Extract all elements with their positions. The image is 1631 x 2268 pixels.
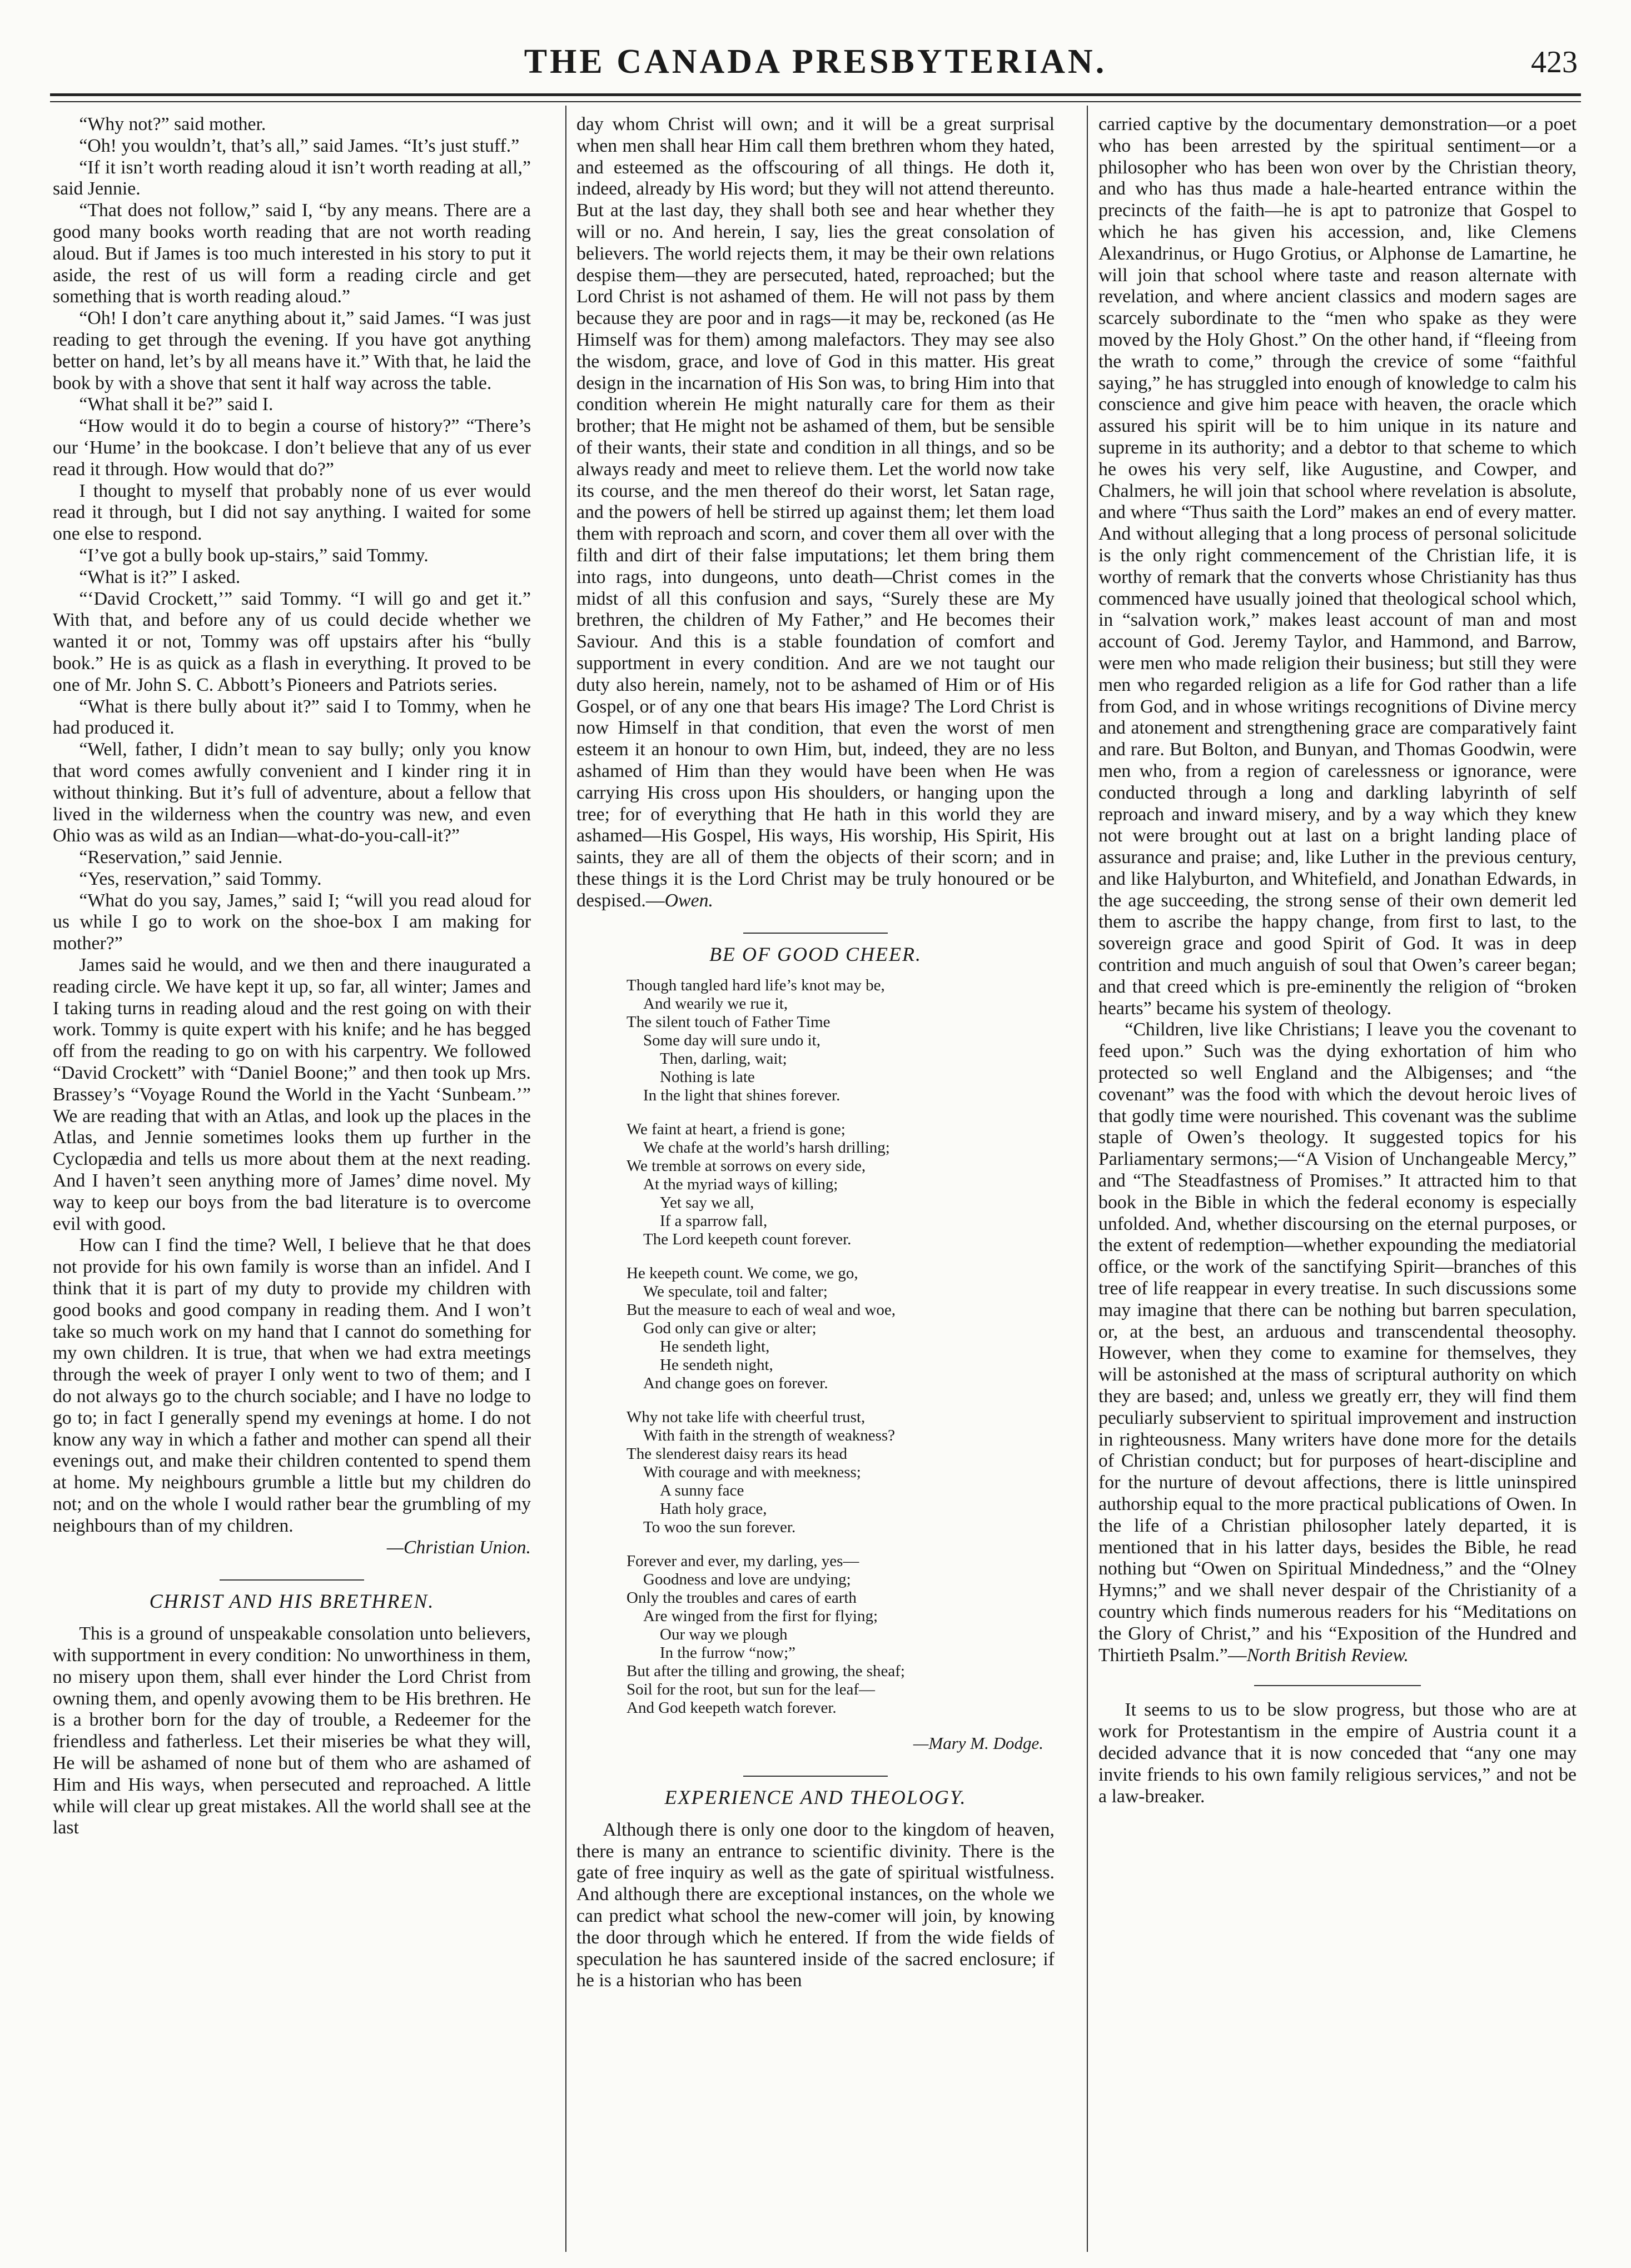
poem-line: Why not take life with cheerful trust, (626, 1408, 866, 1427)
article-paragraph-continued: day whom Christ will own; and it will be a great surprisal when men shall hear Him call them brethren whom they hated, and esteemed as the offscouring of all things. He doth it, indeed, already by His word; but they will not attend thereunto. But at the last day, they shall both see and hear whether they will or no. And herein, I say, lies the great consolation of believers. The world rejects them, it may be their own relations despise them—they are persecuted, hated, reproached; but the Lord Christ is not ashamed of them. He will not pass by them because they are poor and in rags—it may be, reckoned (as He Himself was for them) among malefactors. They may see also the wisdom, grace, and love of God in this matter. His great design in the incarnation of His Son was, to bring Him into that condition wherein He might naturally care for them as their brother; that He might not be ashamed of them, but be sensible of their wants, their state and condition in all things, and so be always ready and meet to relieve them. Let the world now take its course, and the men thereof do their worst, let Satan rage, and the powers of hell be stirred up against them; let them load them with reproach and scorn, and cover them all over with the filth and dirt of their false imputations; let them bring them into rags, into dungeons, unto death—Christ comes in the midst of all this confusion and says, “Surely these are My brethren, the children of My Father,” and He becomes their Saviour. And this is a stable foundation of comfort and supportment in every condition. And are we not taught our duty also herein, namely, not to be ashamed of Him or of His Gospel, or of any one that bears His image? The Lord Christ is now Himself in that condition, that even the worst of men esteem it an honour to own Him, but, indeed, they are no less ashamed of Him than they would have been when He was carrying His cross upon His shoulders, or hanging upon the tree; for of everything that He hath in this world they are ashamed—His Gospel, His ways, His worship, His Spirit, His saints, they are all of them the objects of their scorn; and in these things it is the Lord Christ may be truly honoured or be despised.—Owen. (576, 114, 1055, 911)
poem-line: Nothing is late (660, 1068, 755, 1086)
section-heading: EXPERIENCE AND THEOLOGY. (576, 1776, 1055, 1808)
story-paragraph: “I’ve got a bully book up-stairs,” said Tommy. (79, 545, 429, 566)
story-paragraph: “What is it?” I asked. (79, 566, 241, 587)
poem-line: And God keepeth watch forever. (626, 1699, 837, 1717)
poem-line: The slenderest daisy rears its head (626, 1445, 847, 1463)
story-paragraph: “Oh! you wouldn’t, that’s all,” said James. “It’s just stuff.” (79, 135, 520, 156)
poem-line: And wearily we rue it, (643, 995, 788, 1013)
poem-line: Are winged from the first for flying; (643, 1607, 878, 1626)
poem-title: BE OF GOOD CHEER. (576, 933, 1055, 965)
poem-line: We chafe at the world’s harsh drilling; (643, 1139, 890, 1157)
article-paragraph: Although there is only one door to the kingdom of heaven, there is many an entrance to scientific divinity. There is the gate of free inquiry as well as the gate of spiritual wistfulness. And although there are exceptional instances, on the whole we can predict what school the new-comer will join, by knowing the door through which he entered. If from the wide fields of speculation he has sauntered inside of the sacred enclosure; if he is a historian who has been (576, 1819, 1055, 1991)
poem-line: At the myriad ways of killing; (643, 1175, 838, 1194)
header-rule (50, 93, 1581, 96)
masthead (50, 28, 1581, 94)
story-paragraph: “What is there bully about it?” said I to Tommy, when he had produced it. (53, 696, 531, 739)
story-paragraph: “What do you say, James,” said I; “will you read aloud for us while I go to work on the shoe-box I am making for mother?” (53, 890, 531, 954)
poem-line: He sendeth light, (660, 1338, 770, 1356)
poem-line: God only can give or alter; (643, 1319, 817, 1338)
story-paragraph: I thought to myself that probably none of us ever would read it through, but I did not say anything. I waited for some one else to respond. (53, 480, 531, 545)
page-title: THE CANADA PRESBYTERIAN. (524, 43, 1107, 81)
story-paragraph: “How would it do to begin a course of history?” “There’s our ‘Hume’ in the bookcase. I don’t believe that any of us ever read it through. How would that do?” (53, 416, 531, 480)
poem-stanza (626, 1264, 1055, 1393)
story-paragraph: “Well, father, I didn’t mean to say bully; only you know that word comes awfully convenient and I kinder ring it in without thinking. But it’s full of adventure, about a fellow that lived in the wilderness when the country was new, and even Ohio was as wild as an Indian—what-do-you-call-it?” (53, 739, 531, 846)
article-source: North British Review. (1246, 1644, 1409, 1666)
poem-line: A sunny face (660, 1482, 744, 1500)
story-paragraph: “If it isn’t worth reading aloud it isn’t worth reading at all,” said Jennie. (53, 157, 531, 200)
article-paragraph: “Children, live like Christians; I leave you the covenant to feed upon.” Such was the dying exhortation of him who protected so well England and the Albigenses; and “the covenant” was the food with which the devout heroic lives of that godly time were nourished. This covenant was the sublime staple of Owen’s theology. It suggested topics for his Parliamentary sermons;—“A Vision of Unchangeable Mercy,” and “The Steadfastness of Promises.” It attracted him to that book in the Bible in which the federal economy is especially unfolded. And, whether discoursing on the eternal purposes, or the extent of redemption—whether expounding the mediatorial office, or the work of the sanctifying Spirit—branches of this tree of life reappear in every treatise. In such discussions some may imagine that there can be nothing but barren speculation, or, at the best, an arduous and transcendental theosophy. However, when they come to examine for themselves, they will be astonished at the mass of scriptural authority on which they are based; and, unless we greatly err, they will find them peculiarly subservient to spiritual improvement and instruction in righteousness. Many writers have done more for the details of Christian conduct; but for purposes of heart-discipline and for the nurture of devout affections, there is little uninspired authorship equal to the more practical publications of Owen. In the life of a Christian philosopher lately departed, it is mentioned that in his latter days, besides the Bible, he read nothing but “Owen on Spiritual Mindedness,” and the “Olney Hymns;” and we shall never despair of the Christianity of a country which finds numerous readers for his “Meditations on the Glory of Christ,” and his “Exposition of the Hundred and Thirtieth Psalm.”—North British Review. (1098, 1019, 1577, 1666)
poem-line: With faith in the strength of weakness? (643, 1427, 896, 1445)
article-paragraph-continued: carried captive by the documentary demonstration—or a poet who has been arrested by the spiritual sentiment—or a philosopher who has been won over by the Christian theory, and who has thus made a hale-hearted entrance within the precincts of the faith—he is apt to patronize that Gospel to which he has given his accession, and, like Clemens Alexandrinus, or Hugo Grotius, or Alphonse de Lamartine, he will join that school where taste and reason alternate with revelation, and where ancient classics and modern sages are scarcely subordinate to the “men who spake as they were moved by the Holy Ghost.” On the other hand, if “fleeing from the wrath to come,” through the crevice of some “faithful saying,” he has struggled into enough of knowledge to calm his conscience and give him peace with heaven, the oracle which assured his spirit will be to him unique in its nature and supreme in its authority; and a debtor to that scheme to which he owes his very self, like Augustine, and Cowper, and Chalmers, he will join that school where revelation is absolute, and where “Thus saith the Lord” makes an end of every matter. And without alleging that a long process of personal solicitude is the only right commencement of the Christian life, it is worthy of remark that the converts whose Christianity has thus commenced have usually joined that theological school which, in “salvation work,” makes least account of man and most account of God. Jeremy Taylor, and Hammond, and Barrow, were men who made religion their business; but still they were men who regarded religion as a life for God rather than a life from God, and in whose writings recognitions of Divine mercy and atonement and strengthening grace are comparatively faint and rare. But Bolton, and Bunyan, and Thomas Goodwin, were men who, from a region of carelessness or ignorance, were conducted through a long and darkling labyrinth of self reproach and inward misery, and by a way which they knew not were brought out at last on a bright landing place of assurance and praise; and, like Luther in the previous century, and like Halyburton, and Whitefield, and Jonathan Edwards, in the age succeeding, the strong sense of their own demerit led them to ascribe the happy change, from first to last, to the sovereign grace and good Spirit of God. It was in deep contrition and much anguish of soul that Owen’s career began; and that creed which is pre-eminently the religion of “broken hearts” became his system of theology. (1098, 114, 1577, 1019)
column-divider (1087, 106, 1088, 2252)
article-source: —Christian Union. (386, 1537, 531, 1558)
poem-line: Forever and ever, my darling, yes— (626, 1552, 859, 1571)
header-rule-thin (50, 101, 1581, 102)
poem-line: Some day will sure undo it, (643, 1031, 821, 1050)
poem-line: We speculate, toil and falter; (643, 1283, 828, 1301)
poem-line: The silent touch of Father Time (626, 1013, 831, 1031)
story-paragraph: “Oh! I don’t care anything about it,” said James. “I was just reading to get through the evening. If you have got anything better on hand, let’s by all means have it.” With that, he laid the book by with a shove that sent it half way across the table. (53, 308, 531, 393)
poem-line: And change goes on forever. (643, 1374, 828, 1393)
story-paragraph: “What shall it be?” said I. (79, 394, 274, 415)
column-divider (565, 106, 566, 2252)
story-paragraph: “Reservation,” said Jennie. (79, 847, 283, 868)
poem-line: Though tangled hard life’s knot may be, (626, 976, 885, 995)
poem-line: To woo the sun forever. (643, 1518, 796, 1537)
poem-line: In the light that shines forever. (643, 1086, 841, 1105)
poem-line: Then, darling, wait; (660, 1050, 787, 1068)
poem-line: Hath holy grace, (660, 1500, 767, 1518)
poem-author: —Mary M. Dodge. (913, 1733, 1043, 1753)
story-paragraph: How can I find the time? Well, I believe that he that does not provide for his own family is worse than an infidel. And I think that it is part of my duty to provide my children with good books and good company in reading them. And I won’t take so much work on my hand that I cannot do something for my own children. It is true, that when we had extra meetings through the week of prayer I only went to two of them; and I do not always go to the church sociable; and I have no lodge to go to; in fact I generally spend my evenings at home. I do not know any way in which a father and mother can spend all their evenings out, and make their children contented to spend them at home. My neighbours grumble a little but my children do not; and on the whole I would rather bear the grumbling of my neighbours than of my children. (53, 1235, 531, 1536)
column-2 (576, 114, 1055, 2251)
poem-stanza (626, 1552, 1055, 1717)
column-3 (1098, 114, 1577, 2251)
page-number: 423 (1531, 45, 1578, 79)
poem-line: We tremble at sorrows on every side, (626, 1157, 866, 1175)
story-paragraph: “That does not follow,” said I, “by any means. There are a good many books worth reading that are not worth reading aloud. But if James is too much interested in his story to put it aside, the rest of us will form a reading circle and get something that is worth reading aloud.” (53, 200, 531, 307)
story-paragraphs (53, 114, 531, 1537)
article-source: Owen. (664, 890, 713, 911)
poem-line: In the furrow “now;” (660, 1644, 795, 1662)
poem-stanza (626, 1120, 1055, 1249)
story-paragraph: “Yes, reservation,” said Tommy. (79, 868, 322, 889)
poem-line: We faint at heart, a friend is gone; (626, 1120, 846, 1139)
column-1 (53, 114, 531, 2251)
article-paragraph: This is a ground of unspeakable consolation unto believers, with supportment in every condition: No unworthiness in them, no misery upon them, shall ever hinder the Lord Christ from owning them, and openly avowing them to be His brethren. He is a brother born for the day of trouble, a Redeemer for the friendless and fatherless. Let their miseries be what they will, He will be ashamed of none but of them who are ashamed of Him and His ways, when persecuted and reproached. A little while will clear up great mistakes. All the world shall see at the last (53, 1623, 531, 1838)
separator-rule (1254, 1685, 1421, 1686)
poem-line: Only the troubles and cares of earth (626, 1589, 857, 1607)
poem-line: If a sparrow fall, (660, 1212, 768, 1230)
poem-line: Yet say we all, (660, 1194, 754, 1212)
story-paragraph: James said he would, and we then and there inaugurated a reading circle. We have kept it up, so far, all winter; James and I taking turns in reading aloud and the rest going on with their work. Tommy is quite expert with his knife; and he has begged off from the reading to go on with his carpentry. We followed “David Crockett” with “Daniel Boone;” and then took up Mrs. Brassey’s “Voyage Round the World in the Yacht ‘Sunbeam.’” We are reading that with an Atlas, and look up the places in the Atlas, and Jennie sometimes looks them up further in the Cyclopædia and tells us more about them at the next reading. And I haven’t seen anything more of James’ dime novel. My way to keep our boys from the bad literature is to overcome evil with good. (53, 955, 531, 1234)
article-paragraph: It seems to us to be slow progress, but those who are at work for Protestantism in the empire of Austria count it a decided advance that it is now conceded that “any one may invite friends to his own family religious services,” and not be a law-breaker. (1098, 1699, 1577, 1807)
poem-line: Goodness and love are undying; (643, 1571, 851, 1589)
poem-line: But the measure to each of weal and woe, (626, 1301, 896, 1319)
poem-line: He sendeth night, (660, 1356, 773, 1374)
poem (626, 976, 1055, 1717)
poem-line: The Lord keepeth count forever. (643, 1230, 852, 1249)
poem-line: With courage and with meekness; (643, 1463, 861, 1482)
story-paragraph: “‘David Crockett,’” said Tommy. “I will go and get it.” With that, and before any of us could decide whether we wanted it or not, Tommy was off upstairs after his “bully book.” He is as quick as a flash in everything. It proved to be one of Mr. John S. C. Abbott’s Pioneers and Patriots series. (53, 588, 531, 695)
poem-line: But after the tilling and growing, the sheaf; (626, 1662, 905, 1681)
poem-stanza (626, 976, 1055, 1105)
poem-line: Soil for the root, but sun for the leaf— (626, 1681, 875, 1699)
section-heading: CHRIST AND HIS BRETHREN. (53, 1579, 531, 1612)
poem-stanza (626, 1408, 1055, 1537)
story-paragraph: “Why not?” said mother. (79, 114, 266, 134)
poem-line: Our way we plough (660, 1626, 788, 1644)
poem-line: He keepeth count. We come, we go, (626, 1264, 858, 1283)
